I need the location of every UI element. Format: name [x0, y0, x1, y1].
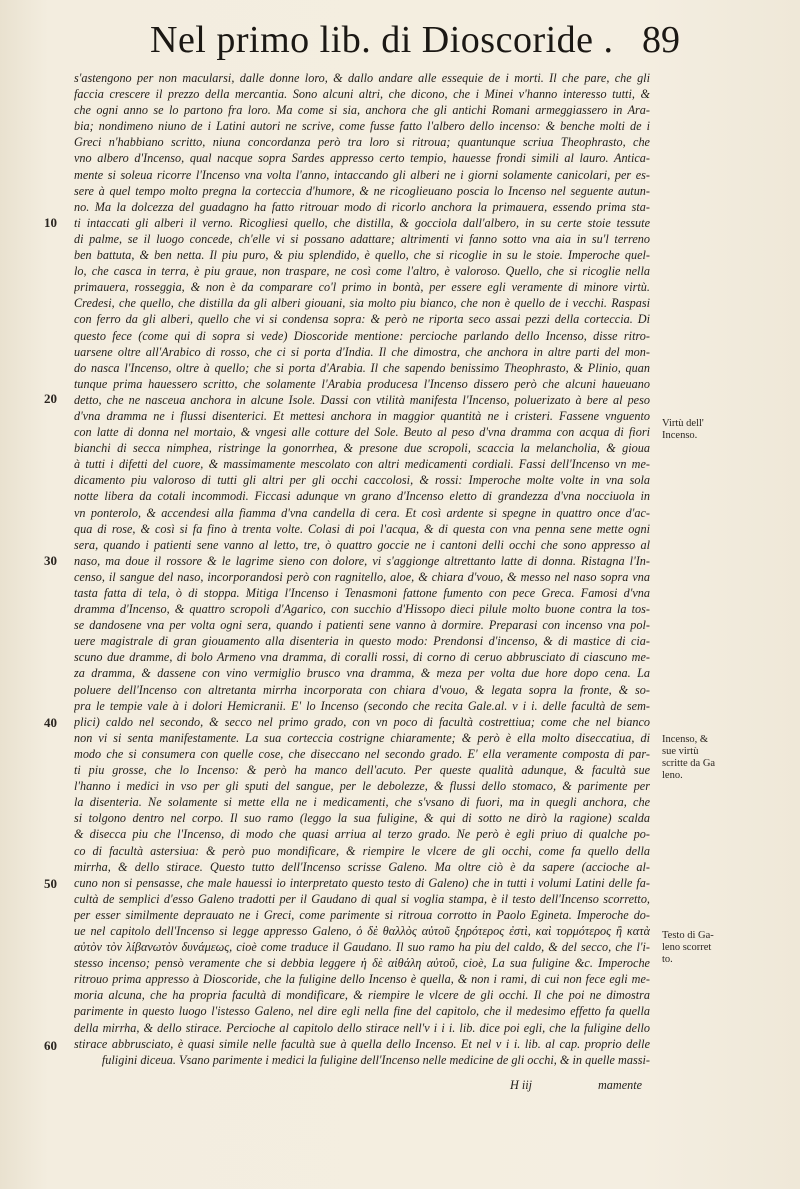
catchword: mamente	[598, 1078, 642, 1092]
text-line: d'vna dramma ne i flussi disenterici. Et mettesi anchora in maggior quantità ne i cristeri. Fassene vnguento	[74, 408, 650, 423]
text-line: ti intaccati gli alberi il verno. Ricogliesi quello, che distilla, & gocciola dall'albero, in su certe stoie tessute	[74, 215, 650, 230]
text-line: l'hanno i medici in vso per gli sputi del sangue, per le debolezze, & flussi dello stomaco, & parimente per	[74, 779, 650, 794]
text-line: non vi si senta manifestamente. La sua corteccia costrigne chiaramente; & però è ella molto diseccatiua, di	[74, 730, 650, 745]
margin-note	[662, 734, 772, 782]
page-number: 89	[642, 19, 680, 61]
line-number: 50	[44, 876, 57, 891]
line-number: 10	[44, 215, 57, 230]
text-line: bia; nondimeno niuno de i Latini autori ne scrive, come fusse fatto l'albero dello incenso: & benche molti de i	[74, 119, 650, 134]
text-line: mente si soleua ricorre l'Incenso vna volta l'anno, intaccando gli alberi ne i giorni solamente canicolari, per es-	[74, 167, 650, 182]
page-footer	[0, 1078, 800, 1098]
text-line: dicamento piu valoroso di tutti gli altri per gli occhi caccolosi, & rossi: Imperoche molte volte in vna sola	[74, 473, 650, 488]
margin-note-line: Incenso, &	[662, 734, 709, 745]
text-line: ue nel capitolo dell'Incenso si legge appresso Galeno, ὁ δὲ θαλλὸς αὐτοῦ ξηρότερος ἐστὶ, καὶ τορμότερος ἢ κατὰ	[74, 923, 650, 938]
text-line: censo, il sangue del naso, incorporandosi però con ragnitello, aloe, & chiara d'vouo, & messo nel naso sopra vna	[74, 569, 650, 584]
text-line: za dramma, & dassene con vino vermiglio brusco vna dramma, & meza per volta due hore dopo cena. La	[74, 666, 650, 681]
text-line: tasta fatta di tela, ò di stoppa. Mitiga l'Incenso i Tenasmoni fattone fumento con pece Greca. Famosi d'vna	[74, 586, 650, 600]
text-line: per esser similmente deprauato ne i Greci, come parimente si ritroua corrotto in Paolo Egineta. Imperoche do-	[74, 907, 650, 922]
text-line: ti piu grosse, che lo Incenso: & però ha manco dell'acuto. Per queste qualità adunque, & facultà sue	[74, 763, 650, 778]
line-number: 20	[44, 391, 57, 406]
text-line: co di facultà astersiua: & però puo mondificare, & riempire le vlcere de gli occhi, come fa quello della	[74, 843, 650, 858]
text-line: si tolgono dentro nel corpo. Il suo ramo (leggo la sua fuligine, & qui di sotto ne dirò la ragione) scalda	[74, 811, 650, 826]
text-line: dramma d'Incenso, & quattro scropoli d'Agarico, con succhio d'Hissopo dieci pilule molto buone contra la tos-	[74, 602, 650, 617]
text-line: ritrouo prima appresso à Dioscoride, che la fuligine dello Incenso è quella, & non i rami, di cui non fece egli me-	[74, 972, 650, 987]
text-line: parimente in questo luogo l'istesso Galeno, nel dire egli nella fine del capitolo, che il medesimo effetto fa quella	[74, 1004, 650, 1019]
text-line: della mirrha, & dello stirace. Percioche al capitolo dello stirace nell'v i i i. lib. dice poi egli, che la fuligine dello	[74, 1020, 650, 1035]
margin-note-line: leno scorret	[662, 942, 712, 953]
text-line: Credesi, che quello, che distilla da gli alberi giouani, sia molto piu bianco, che non è quello de i vecchi. Raspasi	[74, 296, 650, 311]
margin-note-line: sue virtù	[662, 746, 699, 757]
margin-note-line: to.	[662, 954, 673, 965]
text-line: à tutti i difetti del cuore, & massimamente mescolato con altri medicamenti cordiali. Fassi dell'Incenso vn me-	[74, 457, 650, 472]
text-line: uere magistrale di gran giouamento alla disenteria in questo modo: Prendonsi d'incenso, & di mastice di cia-	[74, 634, 650, 649]
text-line: questo fece (come qui di sopra si vede) Dioscoride mentione: percioche parlando dello Incenso, disse ritro-	[74, 328, 650, 343]
line-number: 60	[44, 1038, 57, 1053]
margin-note-line: scritte da Ga	[662, 758, 716, 769]
text-line: no. Ma la dolcezza del guadagno ha fatto ritrouar modo di ricorlo anchora la primauera, essendo prima sta-	[74, 199, 650, 214]
text-line: notte libera da cotali incommodi. Ficcasi adunque vn grano d'Incenso eletto di grandezza d'vna nocciuola in	[74, 489, 650, 504]
text-line: vno albero d'Incenso, qual nacque sopra Sardes appresso certo tempio, hauesse frondi simili al lauro. Antica-	[74, 151, 650, 166]
text-line: naso, ma doue il rossore & le lagrime sieno con dolore, vi s'aggionge altrettanto latte di donna. Ristagna l'In-	[74, 553, 650, 568]
text-line: & disecca piu che l'Incenso, di modo che quasi arriua al terzo grado. Ne però è egli priuo di qualche po-	[74, 827, 650, 842]
text-line: con latte di donna nel mortaio, & vngesi alle cotture del Sole. Beuto al peso d'vna dramma con acqua di fiori	[74, 425, 650, 440]
text-line: poluere dell'Incenso con altretanta mirrha incorporata con chiara d'vouo, & legata sopra la fronte, & so-	[74, 682, 650, 697]
text-line: s'astengono per non macularsi, dalle donne loro, & dallo andare alle essequie de i morti. Il che pare, che gli	[74, 71, 650, 85]
line-number: 30	[44, 553, 57, 568]
text-line: lo, che casca in terra, è piu graue, non traspare, ne così come l'altro, è valoroso. Quello, che si ricoglie nella	[74, 264, 650, 279]
line-number: 40	[44, 715, 57, 730]
text-line: stesso incenso; pensò veramente che si debbia leggere ἡ δὲ αἰθάλη αὐτοῦ, cioè, La sua fuligine &c. Imperoche	[74, 956, 650, 971]
body-text	[74, 70, 650, 1068]
page-header	[150, 18, 710, 68]
text-line: sere à quel tempo molto pregna la corteccia d'humore, & ne ricoglieuano poscia lo Incenso nel seguente autun-	[74, 183, 650, 198]
text-line: do nasca l'Incenso, oltre à quello; che si porta d'Arabia. Il che sapendo benissimo Theophrasto, & Plinio, quan	[74, 360, 650, 375]
text-line: detto, che ne nasceua anchora in alcune Isole. Dassi con vtilità manifesta l'Incenso, poluerizato à bere al peso	[74, 392, 650, 407]
margin-note	[662, 930, 772, 966]
text-line: plici) caldo nel secondo, & secco nel primo grado, con vn poco di facultà costrettiua; come che nel bianco	[74, 714, 650, 729]
text-line: moria alcuna, che ha propria facultà di mondificare, & riempire le vlcere de gli occhi. Il che poi ne dimostra	[74, 988, 650, 1003]
text-line: qua di rose, & così si fa fino à trenta volte. Colasi di poi l'acqua, & di questa con vna penna sene mette ogni	[74, 521, 650, 536]
signature-mark: H iij	[510, 1078, 533, 1092]
text-line: la disenteria. Ne solamente si mette ella ne i medicamenti, che s'vsano di fuori, ma in quegli anchora, che	[74, 795, 650, 810]
text-line: tunque prima hauessero scritto, che solamente l'Arabia producesa l'Incenso dissero però che alcuni haueuano	[74, 376, 650, 391]
text-line: vn ponterolo, & accendesi alla fiamma d'vna candella di cera. Et così ardente si spegne in quattro once d'ac-	[74, 505, 650, 520]
text-line: modo che si consumera con quelle cose, che diseccano nel secondo grado. E' ella veramente composta di par-	[74, 746, 650, 761]
text-line: pra le tempie vale à i dolori Hemicranii. E' lo Incenso (secondo che recita Gale.al. v i i. delle facultà de sem-	[74, 698, 650, 713]
text-line: che ogni anno se lo partono fra loro. Ma come si sia, anchora che gli antichi Romani armeggiassero in Ara-	[74, 103, 650, 118]
text-line: fuligini diceua. Vsano parimente i medici la fuligine dell'Incenso nelle medicine de gli occhi, & in quelle massi-	[101, 1052, 650, 1067]
text-line: αὐτὸν τὸν λίβανωτὸν δυνάμεως, cioè come traduce il Gaudano. Il suo ramo ha piu del caldo, & del secco, che l'i-	[74, 940, 650, 955]
text-line: faccia crescere il prezzo della mercantia. Sono alcuni altri, che dicono, che i Minei v'hanno interesso tutti, &	[74, 87, 650, 102]
text-line: se dandosene vna per volta ogni sera, quando i patienti sene vanno à dormire. Preparasi con incenso vna pol-	[74, 618, 650, 633]
margin-note-line: Virtù dell'	[662, 418, 704, 429]
text-line: sera, quando i patienti sene vanno al letto, tre, ò quattro goccie ne i cantoni delli occhi che sono appresso al	[74, 537, 650, 552]
text-line: primauera, rosseggia, & non è da comparare co'l primo in bontà, per essere egli veramente di minore virtù.	[74, 280, 650, 295]
text-line: di palme, se il luogo concede, ch'elle vi si possano adattare; altrimenti vi fanno sotto vna aia in su'l terreno	[74, 231, 650, 246]
text-line: con ferro da gli alberi, quello che vi si condensa sopra: & però ne riporta seco assai pezzi della corteccia. Di	[74, 312, 650, 327]
margin-note-line: leno.	[662, 770, 683, 781]
text-line: bianchi di secca nimphea, ristringe la gonorrhea, & presone due scropoli, scaccia la melancholia, & gioua	[74, 441, 650, 456]
text-line: mirrha, & dello stirace. Questo tutto dell'Incenso scrisse Galeno. Ma oltre ciò è da sapere (accioche al-	[74, 859, 650, 874]
text-line: Greci n'habbiano scritto, niuna concordanza però tra loro si ritroua; quantunque scriua Theophrasto, che	[74, 135, 650, 150]
text-line: cuno non si pensasse, che male hauessi io interpretato questo testo di Galeno) che in tutti i volumi Latini delle fa-	[74, 875, 650, 890]
running-title: Nel primo lib. di Dioscoride .	[150, 19, 614, 61]
text-line: stirace abbrusciato, è quasi simile nelle facultà sue à quella dello Incenso. Et nel v i i. lib. al cap. proprio delle	[74, 1036, 650, 1051]
margin-note	[662, 418, 772, 442]
margin-note-line: Testo di Ga-	[662, 930, 714, 941]
text-line: cultà de semplici d'esso Galeno tradotti per il Gaudano di qual si voglia stampa, è il testo dell'Incenso scorretto,	[74, 891, 650, 906]
text-line: uarsene oltre all'Arabico di rosso, che ci si porta d'India. Il che dimostra, che anchora in altre parti del mon-	[74, 344, 650, 359]
text-line: ben battuta, & ben netta. Il piu puro, & piu splendido, è quello, che si ricoglie in su le stoie. Imperoche quel-	[74, 248, 650, 263]
margin-note-line: Incenso.	[662, 430, 698, 441]
text-line: scuno due dramme, di bolo Armeno vna dramma, di coralli rossi, di corno di ceruo abbrusciato di ciascuno me-	[74, 650, 650, 665]
